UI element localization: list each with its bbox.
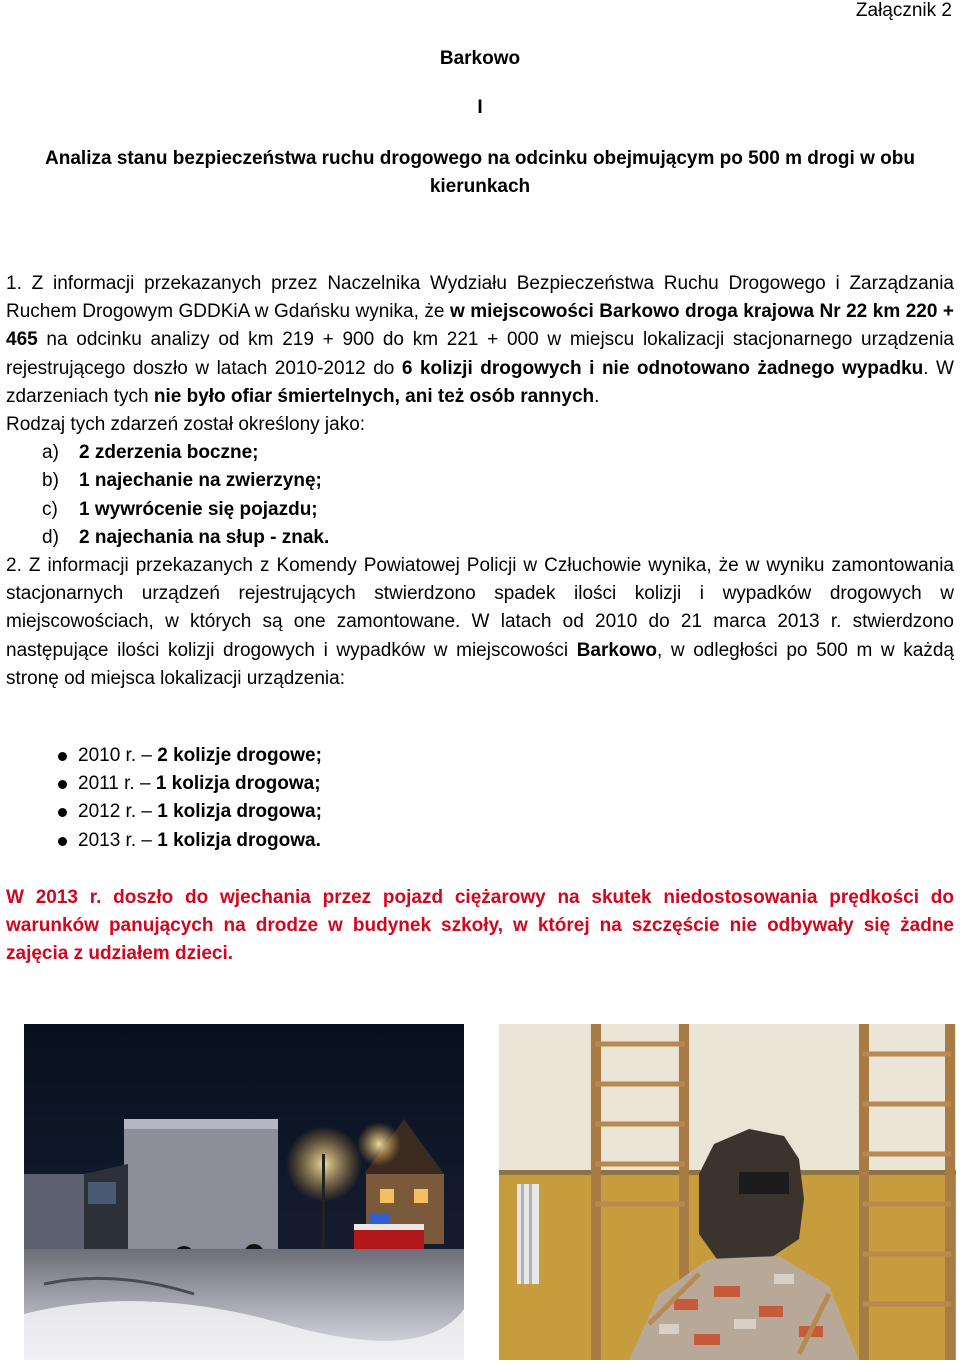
list-item [58, 742, 322, 770]
bold-run: nie było ofiar śmiertelnych, ani też osób rannych [153, 385, 595, 407]
list-item [58, 827, 322, 855]
school-incident-note: W 2013 r. doszło do wjechania przez pojazd ciężarowy na skutek niedostosowania prędkości do warunków panujących na drodze w budynek szkoły, w której na szczęście nie odbywały się żadne zajęcia z udziałem dzieci. [6, 887, 954, 965]
place-heading: Barkowo [439, 48, 521, 69]
list-item [6, 467, 954, 495]
list-item [6, 496, 954, 524]
year-value: 2 kolizje drogowe; [157, 745, 322, 766]
list-marker: c) [42, 498, 58, 520]
text-run: , w odległości po 500 m w każdą stronę od miejsca lokalizacji urządzenia: [6, 639, 954, 689]
bold-run: Barkowo [576, 639, 657, 661]
list-item [58, 770, 322, 798]
year-label: 2011 r. – [78, 773, 156, 795]
annex-label: Załącznik 2 [855, 0, 952, 21]
truck-accident-night-photo [24, 1024, 464, 1360]
year-value: 1 kolizja drogowa; [157, 801, 322, 823]
photo-drawing [499, 1024, 956, 1360]
text-run: . W zdarzeniach tych [6, 357, 954, 407]
document-title: Analiza stanu bezpieczeństwa ruchu drogowego na odcinku obejmującym po 500 m drogi w obu kierunkach [45, 148, 915, 197]
list-marker: a) [42, 442, 59, 464]
year-label: 2013 r. – [78, 829, 158, 851]
year-value: 1 kolizja drogowa; [155, 773, 321, 795]
text-run: 2. Z informacji przekazanych z Komendy Powiatowej Policji w Człuchowie wynika, że w wyniku zamontowania stacjonarnych urządzeń rejestrujących stwierdzono spadek ilości kolizji i wypadków drogowych w miejscowościach, w których są one zamontowane. W latach od 2010 do 21 marca 2013 r. stwierdzono następujące ilości kolizji drogowych i wypadków w miejscowości [6, 555, 954, 661]
list-item [6, 524, 954, 552]
year-value: 1 kolizja drogowa. [157, 829, 321, 851]
section-2-paragraph [6, 552, 954, 693]
list-item-text: 2 najechania na słup - znak. [79, 526, 330, 548]
bold-run: 6 kolizji drogowych i nie odnotowano żadnego wypadku [401, 357, 924, 379]
bullet-icon [58, 752, 67, 761]
yearly-collisions-list [58, 742, 322, 855]
list-item-text: 2 zderzenia boczne; [79, 442, 259, 464]
bullet-icon [58, 837, 67, 846]
photo-drawing [24, 1024, 464, 1360]
text-run: . [594, 385, 600, 407]
bold-run: w miejscowości Barkowo droga krajowa Nr 22 km 220 + 465 [6, 301, 954, 351]
list-item-text: 1 najechanie na zwierzynę; [79, 470, 322, 492]
text-run: 1. Z informacji przekazanych przez Naczelnika Wydziału Bezpieczeństwa Ruchu Drogowego i Zarządzania Ruchem Drogowym GDDKiA w Gdańsku wynika, że [6, 273, 954, 323]
bullet-icon [58, 808, 67, 817]
year-label: 2010 r. – [78, 745, 158, 766]
list-marker: b) [42, 470, 59, 492]
list-item-text: 1 wywrócenie się pojazdu; [79, 498, 318, 520]
list-marker: d) [42, 526, 59, 548]
list-item [58, 798, 322, 826]
damaged-gym-wall-photo [499, 1024, 956, 1360]
event-types-intro: Rodzaj tych zdarzeń został określony jako: [6, 414, 366, 436]
section-numeral: I [477, 97, 483, 118]
section-1-paragraph [6, 270, 954, 411]
bullet-icon [58, 780, 67, 789]
list-item [6, 439, 954, 467]
event-types-list [6, 439, 954, 552]
document-body [6, 270, 954, 693]
year-label: 2012 r. – [78, 801, 158, 823]
text-run: na odcinku analizy od km 219 + 900 do km 221 + 000 w miejscu lokalizacji stacjonarnego urządzenia rejestrującego doszło w latach 2010-2012 do [6, 329, 954, 379]
